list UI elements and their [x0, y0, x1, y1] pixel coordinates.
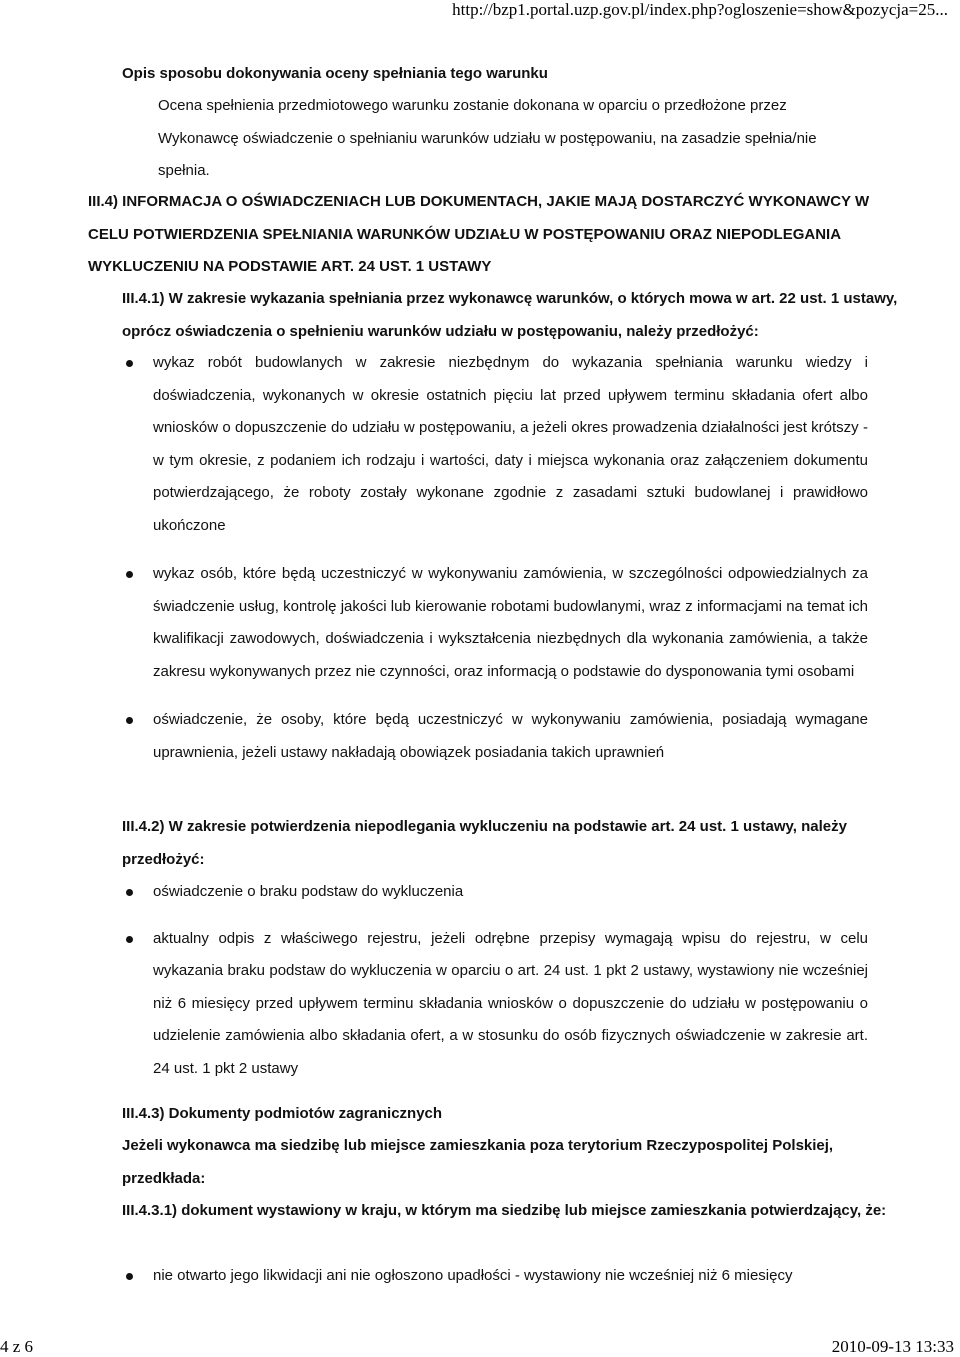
- section-34-heading: III.4) INFORMACJA O OŚWIADCZENIACH LUB DOKUMENTACH, JAKIE MAJĄ DOSTARCZYĆ WYKONAWCY W CELU POTWIERDZENIA SPEŁNIANIA WARUNKÓW UDZIAŁU W POSTĘPOWANIU ORAZ NIEPODLEGANIA WYKLUCZENIU NA PODSTAWIE ART. 24 UST. 1 USTAWY: [88, 193, 870, 275]
- list-item-text: wykaz robót budowlanych w zakresie niezbędnym do wykazania spełniania warunku wiedzy i doświadczenia, wykonanych w okresie ostatnich pięciu lat przed upływem terminu składania ofert albo wniosków o dopuszczenie do udziału w postępowaniu, a jeżeli okres prowadzenia działalności jest krótszy - w tym okresie, z podaniem ich rodzaju i wartości, daty i miejsca wykonania oraz załączeniem dokumentu potwierdzającego, że roboty zostały wykonane zgodnie z zasadami sztuki budowlanej i prawidłowo ukończone: [153, 354, 868, 534]
- section-opis-title: Opis sposobu dokonywania oceny spełniania tego warunku: [122, 65, 548, 82]
- bullet-icon: [126, 717, 133, 724]
- bullet-icon: [126, 936, 133, 943]
- list-item: [122, 347, 868, 542]
- section-3431-heading: III.4.3.1) dokument wystawiony w kraju, w którym ma siedzibę lub miejsce zamieszkania potwierdzający, że:: [122, 1202, 887, 1219]
- page-url: http://bzp1.portal.uzp.gov.pl/index.php?ogloszenie=show&pozycja=25...: [452, 0, 948, 19]
- list-item-text: nie otwarto jego likwidacji ani nie ogłoszono upadłości - wystawiony nie wcześniej niż 6 miesięcy: [153, 1267, 793, 1284]
- section-341-heading: III.4.1) W zakresie wykazania spełniania przez wykonawcę warunków, o których mowa w art. 22 ust. 1 ustawy, oprócz oświadczenia o spełnieniu warunków udziału w postępowaniu, należy przedłożyć:: [122, 290, 898, 340]
- list-item-text: oświadczenie o braku podstaw do wykluczenia: [153, 883, 464, 900]
- list-item: [122, 704, 868, 769]
- page-number: 4 z 6: [0, 1337, 34, 1356]
- list-item: [122, 1260, 868, 1293]
- list-item-text: oświadczenie, że osoby, które będą uczestniczyć w wykonywaniu zamówienia, posiadają wymagane uprawnienia, jeżeli ustawy nakładają obowiązek posiadania takich uprawnień: [153, 711, 868, 761]
- section-343-intro: Jeżeli wykonawca ma siedzibę lub miejsce zamieszkania poza terytorium Rzeczypospolitej Polskiej, przedkłada:: [122, 1137, 834, 1187]
- section-3431-list: [122, 1260, 868, 1293]
- bullet-icon: [126, 889, 133, 896]
- list-item-text: aktualny odpis z właściwego rejestru, jeżeli odrębne przepisy wymagają wpisu do rejestru, w celu wykazania braku podstaw do wykluczenia w oparciu o art. 24 ust. 1 pkt 2 ustawy, wystawiony nie wcześniej niż 6 miesięcy przed upływem terminu składania wniosków o dopuszczenie do udziału w postępowaniu o udzielenie zamówienia albo składania ofert, a w stosunku do osób fizycznych oświadczenie w zakresie art. 24 ust. 1 pkt 2 ustawy: [153, 929, 868, 1077]
- section-341-list: [122, 347, 868, 785]
- bullet-icon: [126, 1273, 133, 1280]
- list-item: [122, 558, 868, 688]
- bullet-icon: [126, 360, 133, 367]
- section-342-list: [122, 876, 868, 1099]
- list-item: [122, 923, 868, 1086]
- section-opis-text: Ocena spełnienia przedmiotowego warunku zostanie dokonana w oparciu o przedłożone przez Wykonawcę oświadczenie o spełnianiu warunków udziału w postępowaniu, na zasadzie spełnia/nie spełnia.: [158, 97, 817, 179]
- print-datetime: 2010-09-13 13:33: [831, 1337, 954, 1356]
- list-item-text: wykaz osób, które będą uczestniczyć w wykonywaniu zamówienia, w szczególności odpowiedzialnych za świadczenie usług, kontrolę jakości lub kierowanie robotami budowlanymi, wraz z informacjami na temat ich kwalifikacji zawodowych, doświadczenia i wykształcenia niezbędnych dla wykonania zamówienia, a także zakresu wykonywanych przez nie czynności, oraz informacją o podstawie do dysponowania tymi osobami: [153, 565, 868, 680]
- section-342-heading: III.4.2) W zakresie potwierdzenia niepodlegania wykluczeniu na podstawie art. 24 ust. 1 ustawy, należy przedłożyć:: [122, 818, 847, 868]
- bullet-icon: [126, 571, 133, 578]
- list-item: [122, 876, 868, 909]
- section-343-heading: III.4.3) Dokumenty podmiotów zagranicznych: [122, 1105, 443, 1122]
